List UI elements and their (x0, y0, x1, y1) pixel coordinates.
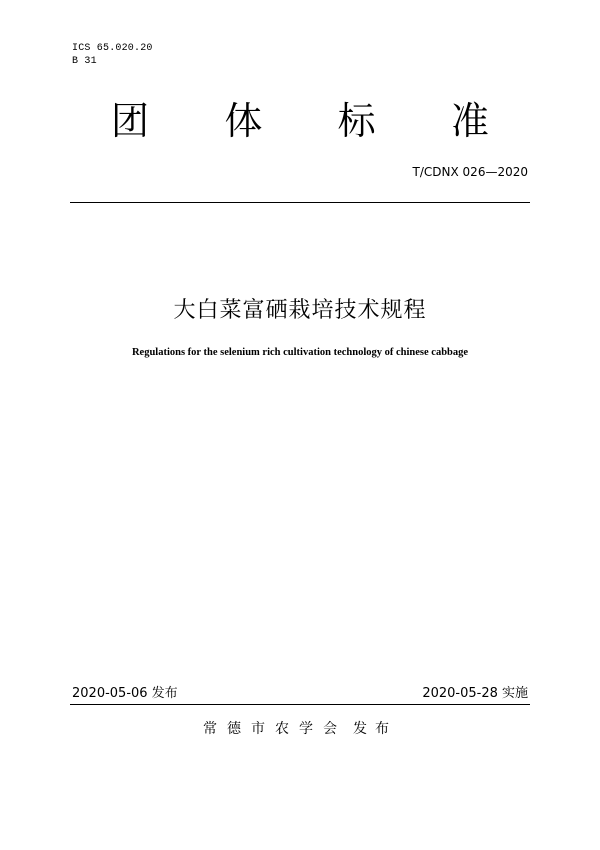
standard-number: T/CDNX 026—2020 (412, 165, 528, 179)
top-divider (70, 202, 530, 203)
standard-type-char: 团 (110, 99, 149, 143)
bottom-divider (70, 704, 530, 705)
publisher-action: 发布 (353, 721, 397, 737)
standard-type-char: 标 (337, 99, 376, 143)
document-title-chinese: 大白菜富硒栽培技术规程 (173, 298, 427, 323)
ccs-code: B 31 (72, 56, 97, 67)
standard-type-char: 体 (224, 99, 263, 143)
publisher-line (0, 720, 600, 738)
publisher-org: 常德市农学会 (203, 721, 347, 737)
implement-date: 2020-05-28 实施 (422, 686, 528, 701)
standard-type-char: 准 (450, 99, 489, 143)
standard-type-heading (100, 96, 500, 146)
publish-date: 2020-05-06 发布 (72, 686, 178, 701)
document-title-english: Regulations for the selenium rich cultivation technology of chinese cabbage (131, 347, 469, 358)
ics-code: ICS 65.020.20 (72, 43, 153, 54)
